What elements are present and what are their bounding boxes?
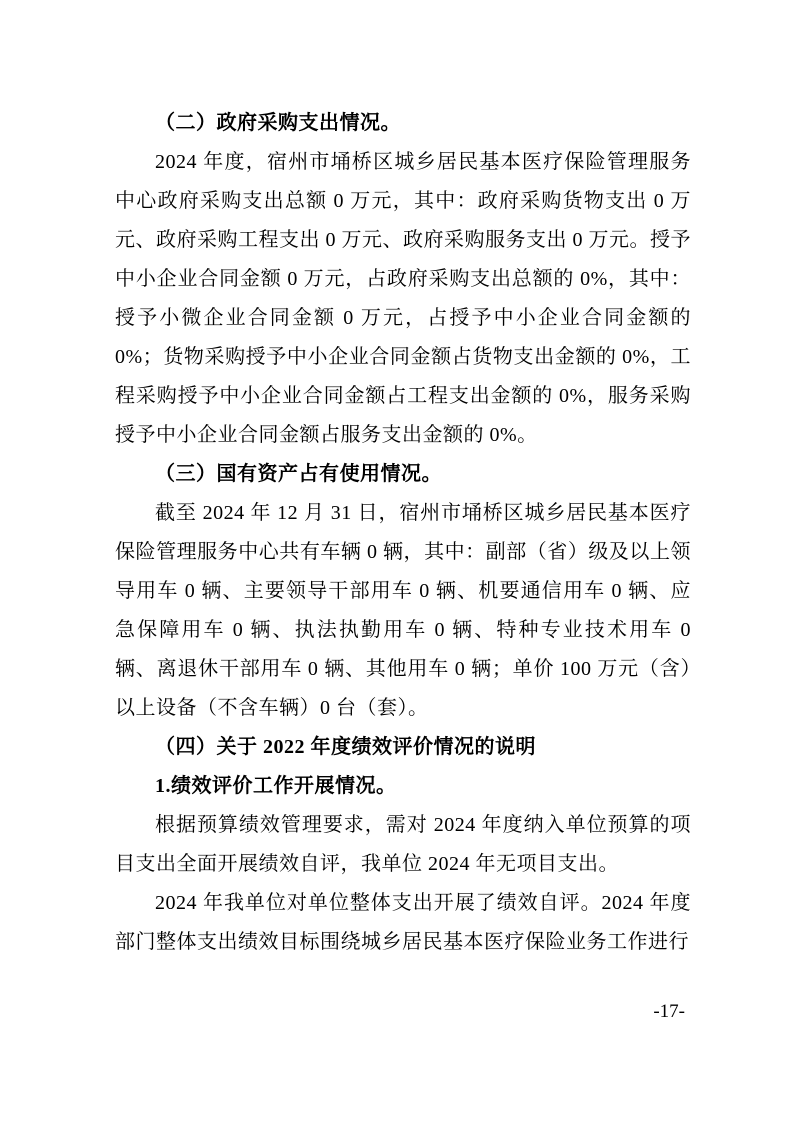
paragraph-overall-expenditure-evaluation: 2024 年我单位对单位整体支出开展了绩效自评。2024 年度部门整体支出绩效目标围绕城乡居民基本医疗保险业务工作进行 (115, 892, 691, 953)
paragraph-government-procurement-details: 2024 年度，宿州市埇桥区城乡居民基本医疗保险管理服务中心政府采购支出总额 0 万元，其中：政府采购货物支出 0 万元、政府采购工程支出 0 万元、政府采购服务支出 0 万元。授予中小企业合同金额 0 万元，占政府采购支出总额的 0%，其中：授予小微企业合同金额 0 万元，占授予中小企业合同金额的 0%；货物采购授予中小企业合同金额占货物支出金额的 0%，工程采购授予中小企业合同金额占工程支出金额的 0%，服务采购授予中小企业合同金额占服务支出金额的 0%。 (115, 151, 691, 446)
paragraph-performance-self-evaluation: 根据预算绩效管理要求，需对 2024 年度纳入单位预算的项目支出全面开展绩效自评，我单位 2024 年无项目支出。 (115, 814, 691, 875)
section-heading-performance-evaluation: （四）关于 2022 年度绩效评价情况的说明 (155, 736, 536, 758)
paragraph-state-owned-assets-details: 截至 2024 年 12 月 31 日，宿州市埇桥区城乡居民基本医疗保险管理服务中心共有车辆 0 辆，其中：副部（省）级及以上领导用车 0 辆、主要领导干部用车 0 辆、机要通信用车 0 辆、应急保障用车 0 辆、执法执勤用车 0 辆、特种专业技术用车 0 辆、离退休干部用车 0 辆、其他用车 0 辆；单价 100 万元（含）以上设备（不含车辆）0 台（套）。 (115, 502, 691, 719)
section-heading-state-owned-assets: （三）国有资产占有使用情况。 (155, 463, 442, 485)
document-content (115, 104, 691, 962)
subsection-heading-performance-evaluation-work: 1.绩效评价工作开展情况。 (155, 775, 397, 797)
page-number: -17- (653, 1001, 685, 1022)
section-heading-government-procurement: （二）政府采购支出情况。 (155, 112, 401, 134)
